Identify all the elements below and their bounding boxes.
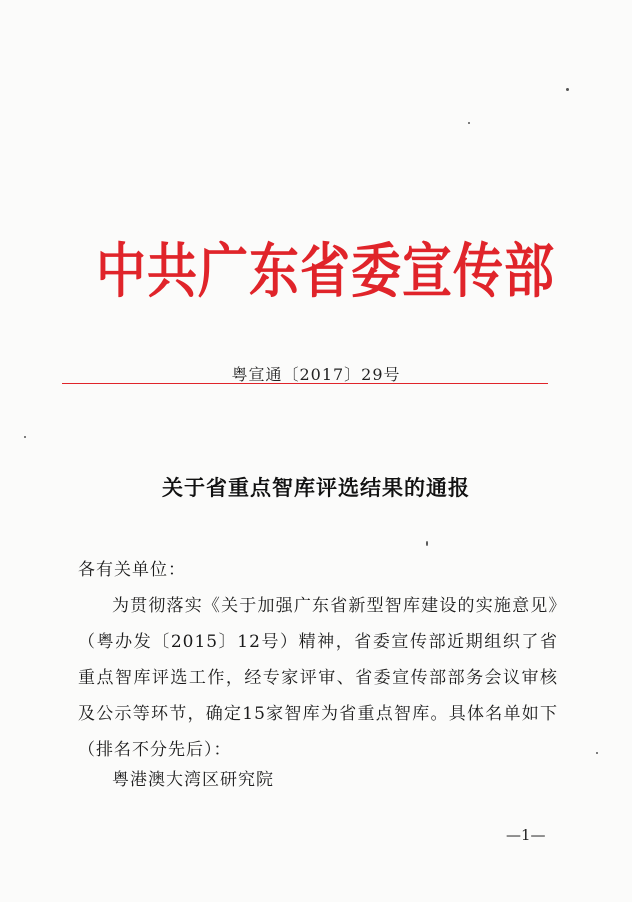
list-item: 粤港澳大湾区研究院 xyxy=(112,770,274,790)
scan-speck xyxy=(426,541,428,546)
salutation: 各有关单位： xyxy=(78,560,186,580)
scan-speck xyxy=(24,436,26,438)
red-separator-line xyxy=(62,383,548,384)
document-title: 关于省重点智库评选结果的通报 xyxy=(162,475,470,500)
document-number: 粤宣通〔2017〕29号 xyxy=(231,365,401,384)
scan-speck xyxy=(468,122,470,124)
scan-speck xyxy=(596,752,598,754)
scan-speck xyxy=(566,88,569,91)
issuing-organization-header: 中共广东省委宣传部 xyxy=(96,237,555,306)
page-number: —1— xyxy=(506,826,546,844)
body-paragraph: 为贯彻落实《关于加强广东省新型智库建设的实施意见》（粤办发〔2015〕12号）精神，省委宣传部近期组织了省重点智库评选工作，经专家评审、省委宣传部部务会议审核及公示等环节，确定15家智库为省重点智库。具体名单如下（排名不分先后）： xyxy=(78,596,558,760)
